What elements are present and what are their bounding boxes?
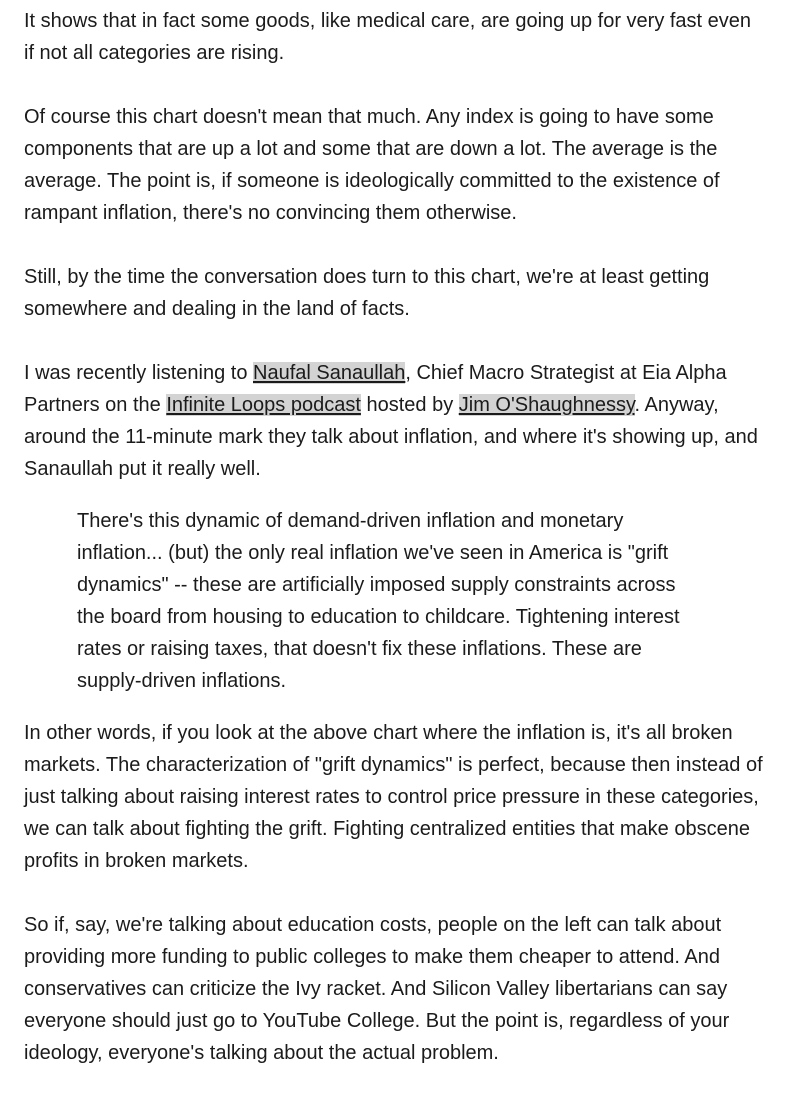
link-infinite-loops-podcast[interactable]: Infinite Loops podcast (166, 394, 361, 416)
link-naufal-sanaullah[interactable]: Naufal Sanaullah (253, 362, 406, 384)
paragraph-education-costs: So if, say, we're talking about education costs, people on the left can talk about providing more funding to public colleges to make them cheaper to attend. And conservatives can criticize the Ivy racket. And Silicon Valley libertarians can say everyone should just go to YouTube College. But the point is, regardless of your ideology, everyone's talking about the actual problem. (24, 914, 730, 1064)
quote-block (77, 505, 697, 697)
paragraph-goods-rising: It shows that in fact some goods, like medical care, are going up for very fast even if not all categories are rising. (24, 10, 752, 64)
podcast-text-1: I was recently listening to (24, 362, 253, 384)
paragraph-podcast (24, 357, 764, 485)
quote-text: There's this dynamic of demand-driven inflation and monetary inflation... (but) the only real inflation we've seen in America is "grift dynamics" -- these are artificially imposed supply constraints across the board from housing to education to childcare. Tightening interest rates or raising taxes, that doesn't fix these inflations. These are supply-driven inflations. (77, 510, 680, 692)
paragraph-chart-meaning: Of course this chart doesn't mean that much. Any index is going to have some components that are up a lot and some that are down a lot. The average is the average. The point is, if someone is ideologically committed to the existence of rampant inflation, there's no convincing them otherwise. (24, 106, 720, 224)
podcast-text-2: , Chief Macro Strategist at Eia Alpha Partners on the (24, 362, 727, 416)
link-jim-oshaughnessy[interactable]: Jim O'Shaughnessy (458, 394, 635, 416)
paragraph-broken-markets: In other words, if you look at the above chart where the inflation is, it's all broken markets. The characterization of "grift dynamics" is perfect, because then instead of just talking about raising interest rates to control price pressure in these categories, we can talk about fighting the grift. Fighting centralized entities that make obscene profits in broken markets. (24, 722, 763, 872)
podcast-text-3: hosted by (360, 394, 459, 416)
article-body (24, 5, 764, 1101)
paragraph-land-of-facts: Still, by the time the conversation does turn to this chart, we're at least getting somewhere and dealing in the land of facts. (24, 266, 710, 320)
podcast-text-4: . Anyway, around the 11-minute mark they talk about inflation, and where it's showing up, and Sanaullah put it really well. (24, 394, 758, 480)
